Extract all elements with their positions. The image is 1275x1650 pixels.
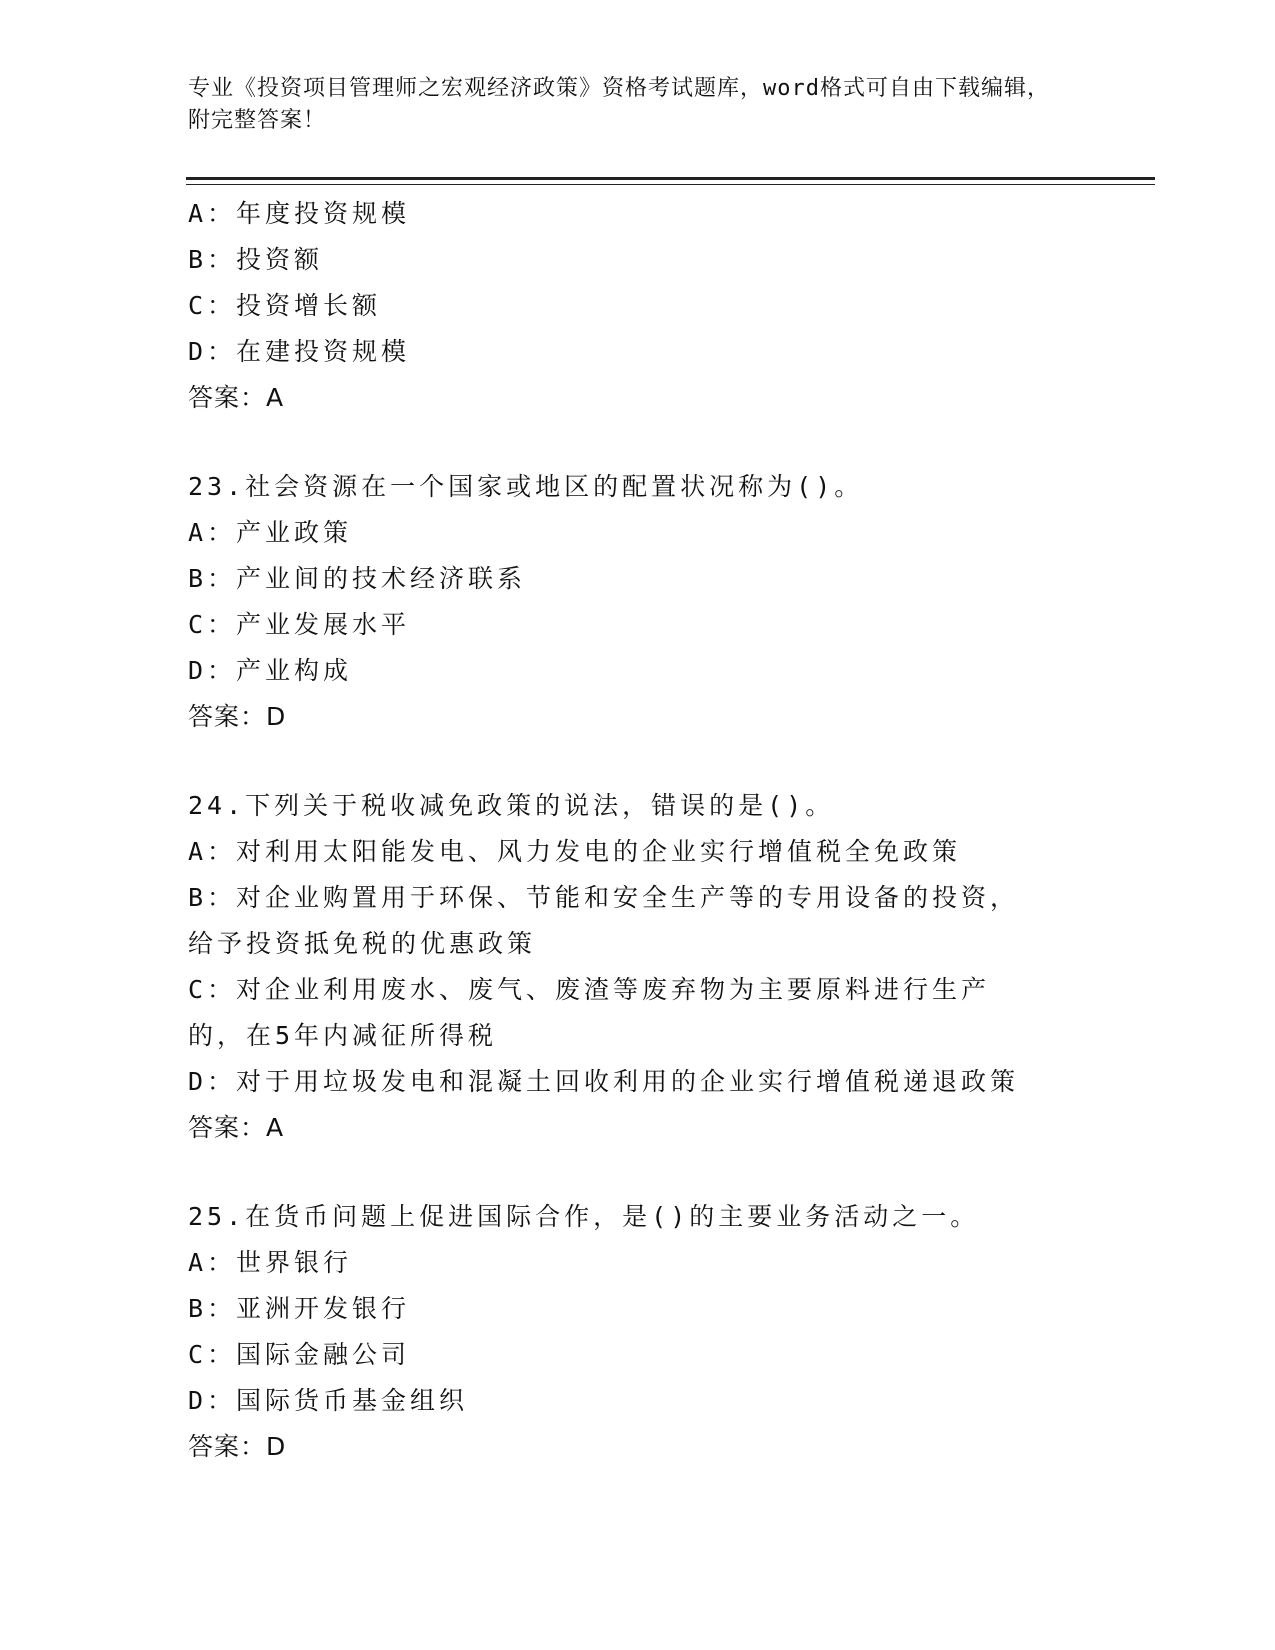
option-d: D：产业构成 — [188, 656, 353, 685]
answer: 答案：A — [188, 383, 285, 412]
answer: 答案：D — [188, 1432, 287, 1461]
option-a: A：产业政策 — [188, 518, 353, 547]
option-b: B：产业间的技术经济联系 — [188, 564, 527, 593]
option-c: C：国际金融公司 — [188, 1340, 411, 1369]
option-c: C：产业发展水平 — [188, 610, 411, 639]
answer: 答案：D — [188, 702, 287, 731]
option-c: C：投资增长额 — [188, 291, 382, 320]
option-d: D：国际货币基金组织 — [188, 1386, 469, 1415]
option-a: A：世界银行 — [188, 1248, 353, 1277]
question-24 — [188, 783, 1088, 1151]
question-22-continued — [188, 191, 1088, 421]
question-stem: 23.社会资源在一个国家或地区的配置状况称为()。 — [188, 472, 864, 501]
option-d: D：对于用垃圾发电和混凝土回收利用的企业实行增值税递退政策 — [188, 1067, 1020, 1096]
question-stem: 25.在货币问题上促进国际合作，是()的主要业务活动之一。 — [188, 1202, 980, 1231]
question-23 — [188, 464, 1088, 740]
option-d: D：在建投资规模 — [188, 337, 411, 366]
option-a: A：对利用太阳能发电、风力发电的企业实行增值税全免政策 — [188, 837, 962, 866]
option-a: A：年度投资规模 — [188, 199, 411, 228]
option-b: B：对企业购置用于环保、节能和安全生产等的专用设备的投资，给予投资抵免税的优惠政策 — [188, 883, 1020, 958]
answer: 答案：A — [188, 1113, 285, 1142]
option-b: B：投资额 — [188, 245, 324, 274]
header-rule-thick — [186, 177, 1155, 180]
question-list — [188, 191, 1088, 1470]
option-c: C：对企业利用废水、废气、废渣等废弃物为主要原料进行生产的，在5年内减征所得税 — [188, 975, 991, 1050]
question-stem: 24.下列关于税收减免政策的说法，错误的是()。 — [188, 791, 835, 820]
option-b: B：亚洲开发银行 — [188, 1294, 411, 1323]
document-header: 专业《投资项目管理师之宏观经济政策》资格考试题库，word格式可自由下载编辑，附完整答案！ — [188, 76, 1050, 133]
header-rule-thin — [186, 184, 1155, 185]
question-25 — [188, 1194, 1088, 1470]
